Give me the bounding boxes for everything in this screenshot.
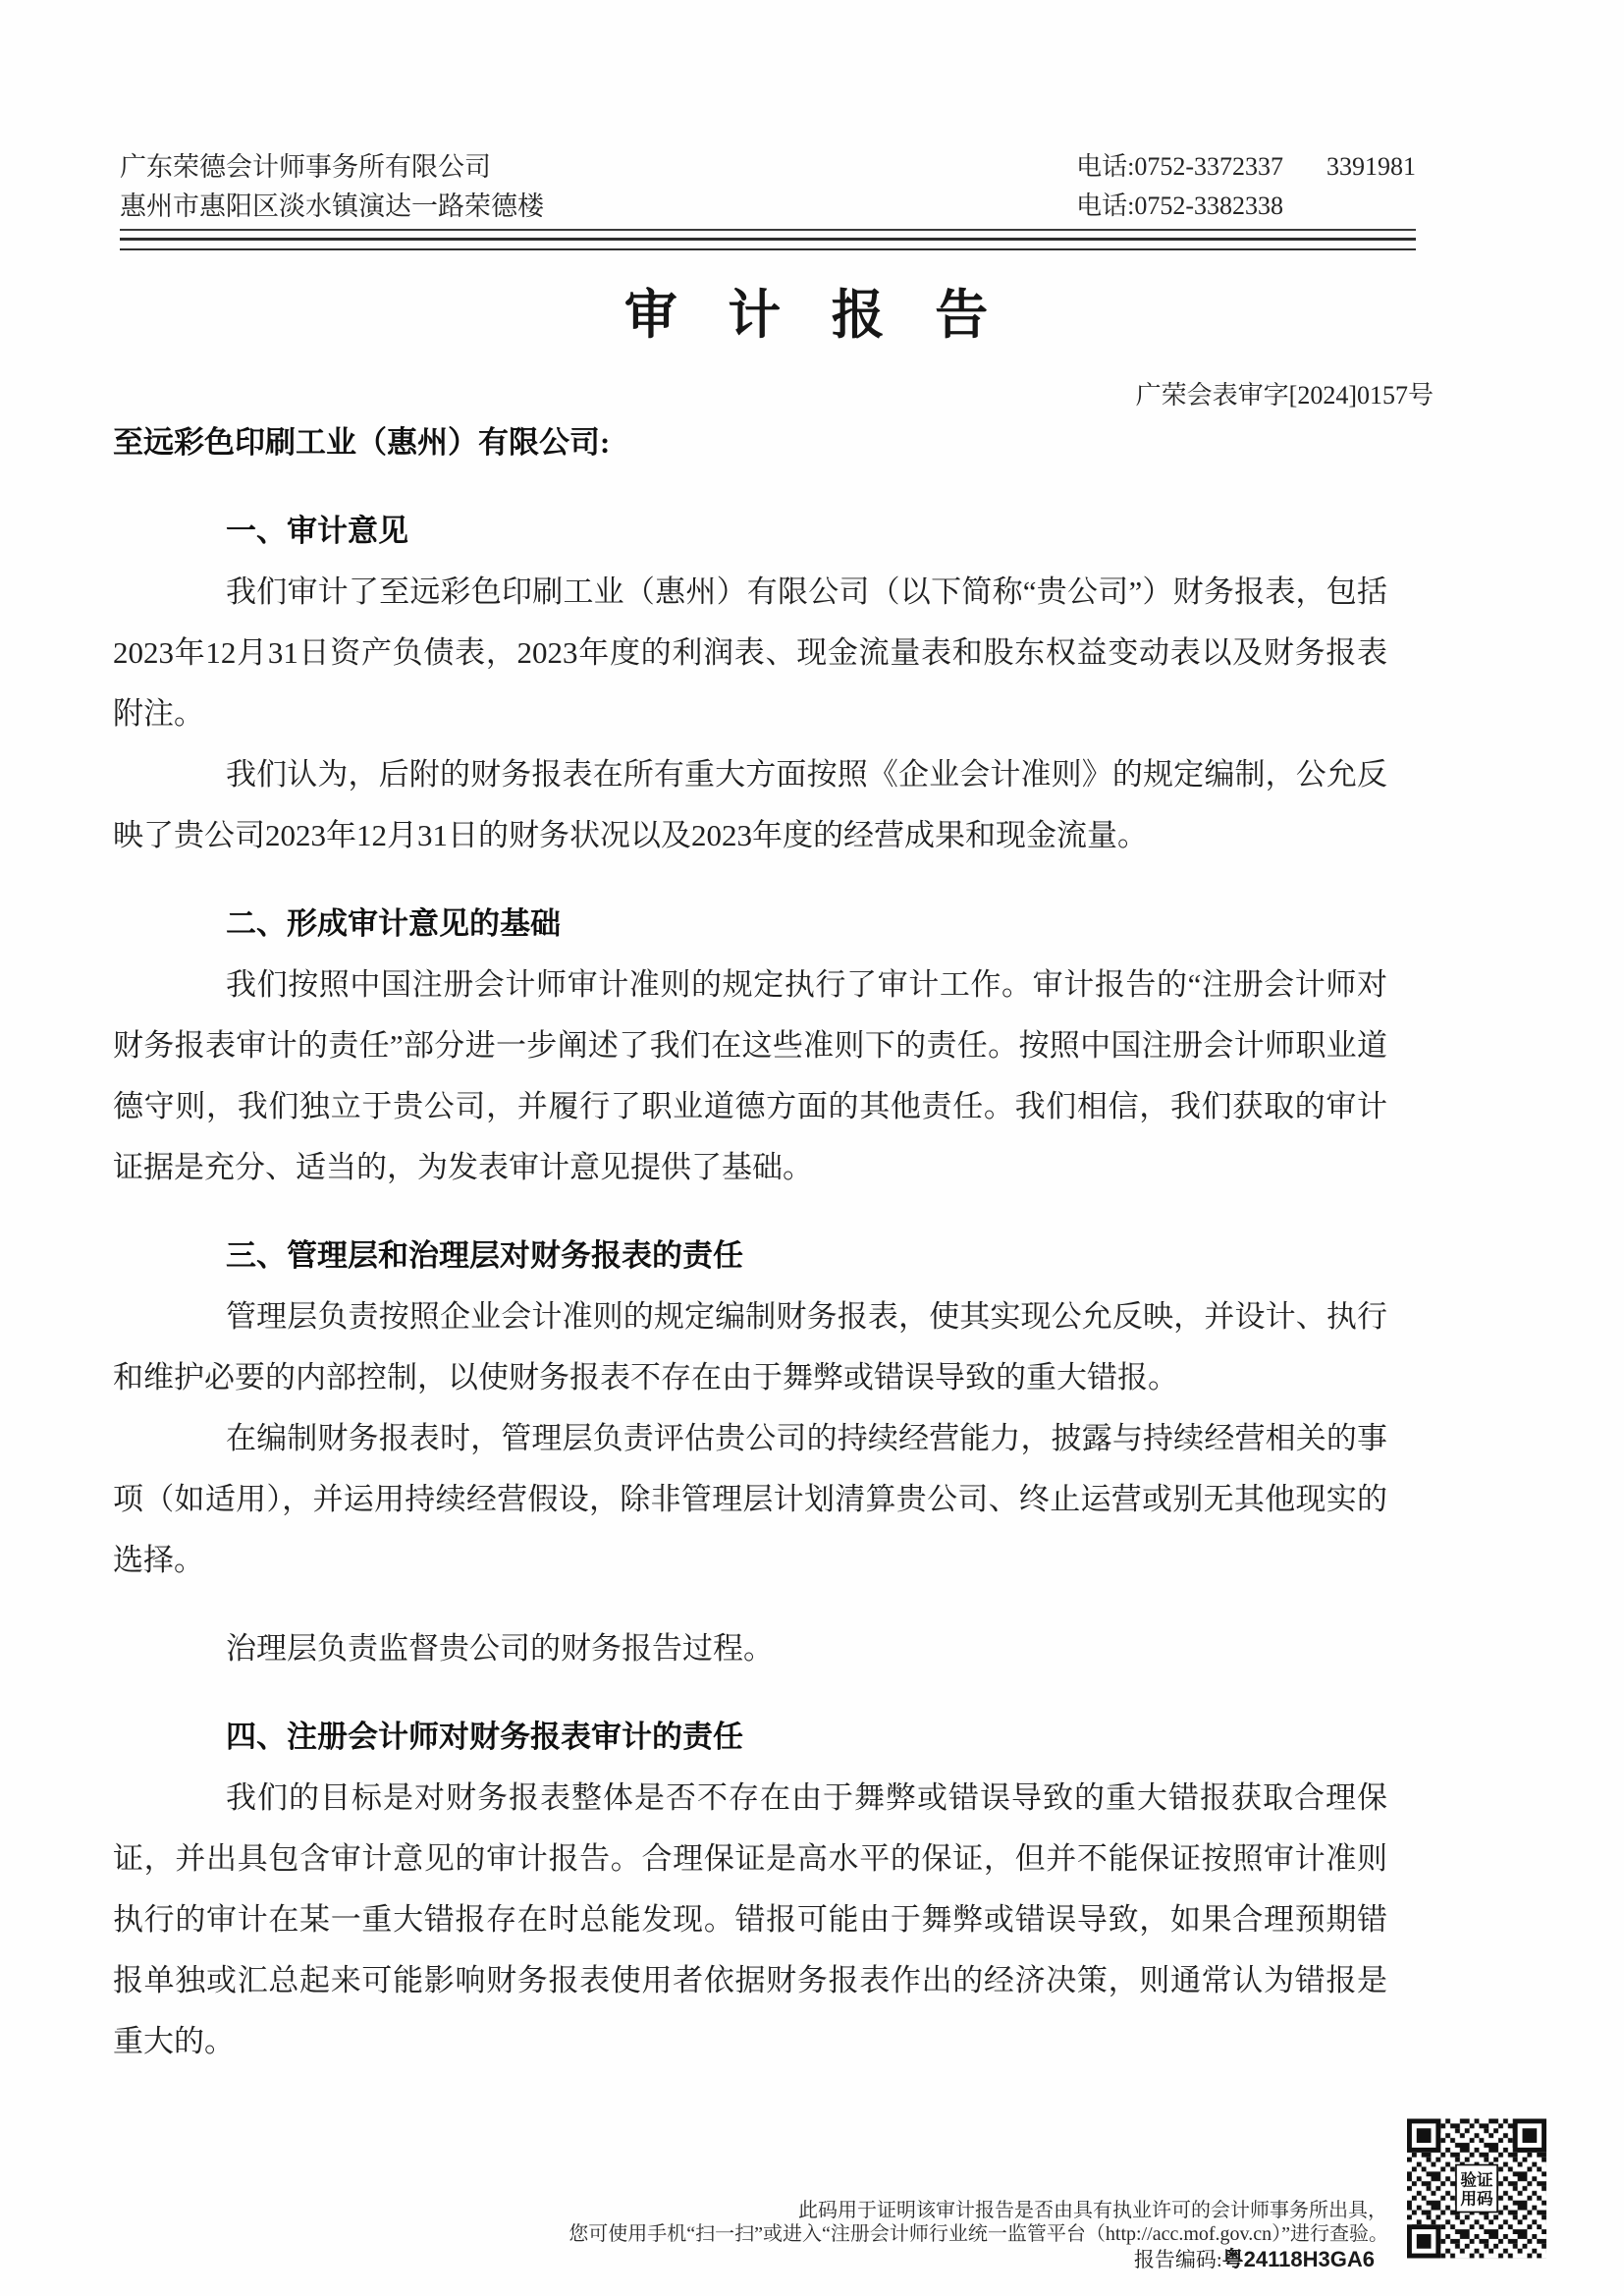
section-1-paragraph-1: 我们审计了至远彩色印刷工业（惠州）有限公司（以下简称“贵公司”）财务报表，包括2023年12月31日资产负债表，2023年度的利润表、现金流量表和股东权益变动表以及财务报表附注。: [113, 574, 1387, 731]
section-3-paragraph-3: 治理层负责监督贵公司的财务报告过程。: [226, 1631, 774, 1666]
section-2-paragraph-1: 我们按照中国注册会计师审计准则的规定执行了审计工作。审计报告的“注册会计师对财务报表审计的责任”部分进一步阐述了我们在这些准则下的责任。按照中国注册会计师职业道德守则，我们独立于贵公司，并履行了职业道德方面的其他责任。我们相信，我们获取的审计证据是充分、适当的，为发表审计意见提供了基础。: [113, 967, 1387, 1184]
phone-block: [1076, 147, 1416, 226]
footer-note-1: 此码用于证明该审计报告是否由具有执业许可的会计师事务所出具，: [798, 2200, 1387, 2221]
report-code: 粤24118H3GA6: [1221, 2247, 1375, 2271]
section-4-heading: 四、注册会计师对财务报表审计的责任: [226, 1720, 743, 1754]
section-3-paragraph-1: 管理层负责按照企业会计准则的规定编制财务报表，使其实现公允反映，并设计、执行和维护必要的内部控制，以使财务报表不存在由于舞弊或错误导致的重大错报。: [113, 1299, 1387, 1394]
section-2-heading: 二、形成审计意见的基础: [226, 906, 561, 941]
phone-number-1-extra: 3391981: [1326, 152, 1416, 181]
page-title: 审 计 报 告: [623, 286, 1001, 345]
qr-finder-top-right: [1513, 2119, 1546, 2153]
phone-number-1: 电话:0752-3372337: [1076, 152, 1283, 181]
qr-finder-top-left: [1407, 2119, 1440, 2153]
footer-note-2: 您可使用手机“扫一扫”或进入“注册会计师行业统一监管平台（http://acc.mof.gov.cn）”进行查验。: [568, 2223, 1388, 2245]
section-4-auditor-responsibility: [113, 1707, 1387, 2072]
qr-label-line-2: 用码: [1460, 2189, 1493, 2209]
report-code-label: 报告编码:: [1133, 2248, 1222, 2271]
letterhead-rule-double: [120, 238, 1416, 250]
report-code-line: [1134, 2243, 1375, 2273]
section-3-paragraph-2: 在编制财务报表时，管理层负责评估贵公司的持续经营能力，披露与持续经营相关的事项（如适用），并运用持续经营假设，除非管理层计划清算贵公司、终止运营或别无其他现实的选择。: [113, 1421, 1387, 1577]
document-body: [113, 412, 1387, 2072]
firm-address: 惠州市惠阳区淡水镇演达一路荣德楼: [120, 191, 544, 221]
qr-label-line-1: 验证: [1460, 2170, 1493, 2190]
letterhead: [120, 147, 1416, 250]
section-1-opinion: [113, 501, 1387, 866]
firm-block: [120, 147, 544, 226]
section-1-paragraph-2: 我们认为，后附的财务报表在所有重大方面按照《企业会计准则》的规定编制，公允反映了贵公司2023年12月31日的财务状况以及2023年度的经营成果和现金流量。: [113, 757, 1387, 852]
qr-finder-bottom-left: [1407, 2224, 1440, 2258]
firm-name: 广东荣德会计师事务所有限公司: [120, 152, 491, 182]
verification-qr-code: [1407, 2117, 1546, 2260]
section-1-heading: 一、审计意见: [226, 514, 408, 548]
section-2-basis: [113, 894, 1387, 1198]
addressee: 至远彩色印刷工业（惠州）有限公司:: [113, 425, 611, 460]
section-3-heading: 三、管理层和治理层对财务报表的责任: [226, 1238, 743, 1273]
reference-number: 广荣会表审字[2024]0157号: [1135, 381, 1434, 410]
phone-line-2: [1076, 187, 1416, 226]
phone-number-2: 电话:0752-3382338: [1076, 191, 1283, 220]
phone-line-1: [1076, 147, 1416, 187]
letterhead-rule-thin: [120, 229, 1416, 231]
section-4-paragraph-1: 我们的目标是对财务报表整体是否不存在由于舞弊或错误导致的重大错报获取合理保证，并出具包含审计意见的审计报告。合理保证是高水平的保证，但并不能保证按照审计准则执行的审计在某一重大错报存在时总能发现。错报可能由于舞弊或错误导致，如果合理预期错报单独或汇总起来可能影响财务报表使用者依据财务报表作出的经济决策，则通常认为错报是重大的。: [113, 1780, 1387, 2058]
section-3-management-responsibility: [113, 1226, 1387, 1679]
qr-code-image: [1407, 2117, 1546, 2260]
